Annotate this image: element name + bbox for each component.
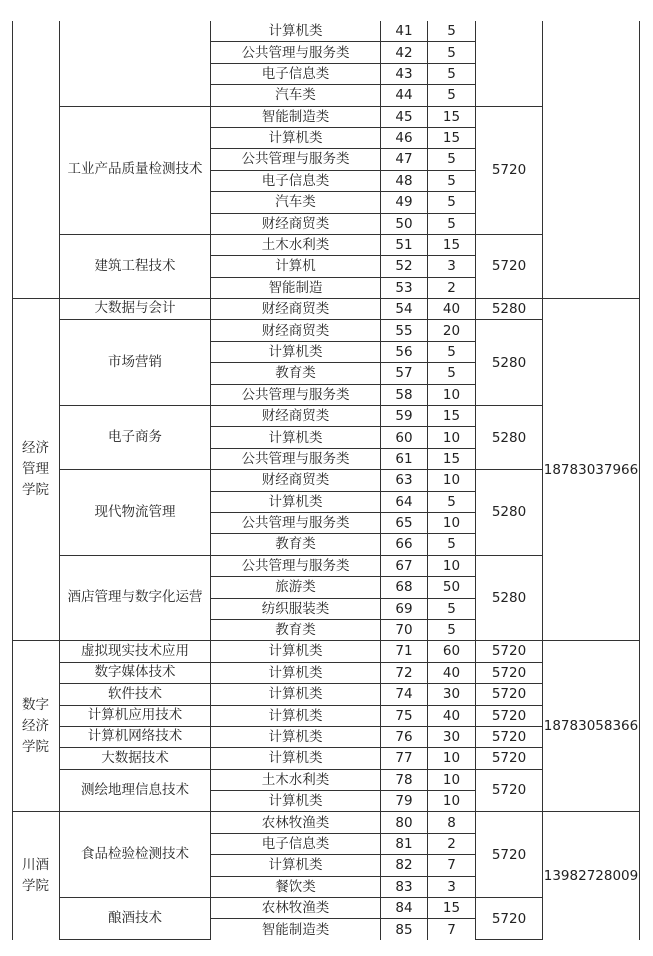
category-cell: 公共管理与服务类 [211,149,381,170]
fee-cell: 5720 [476,769,543,812]
count-cell: 5 [428,619,476,640]
code-cell: 54 [381,299,428,320]
count-cell: 5 [428,598,476,619]
fee-cell: 5720 [476,705,543,726]
code-cell: 55 [381,320,428,341]
count-cell: 10 [428,748,476,769]
code-cell: 77 [381,748,428,769]
count-cell: 10 [428,555,476,576]
fee-cell: 5280 [476,555,543,641]
count-cell: 40 [428,705,476,726]
category-cell: 计算机类 [211,127,381,148]
category-cell: 土木水利类 [211,234,381,255]
fee-cell: 5720 [476,106,543,234]
fee-cell: 5720 [476,662,543,683]
college-name-cell: 数字经济学院 [13,641,60,812]
category-cell: 公共管理与服务类 [211,42,381,63]
code-cell: 69 [381,598,428,619]
category-cell: 电子信息类 [211,170,381,191]
code-cell: 68 [381,577,428,598]
count-cell: 3 [428,256,476,277]
category-cell: 智能制造类 [211,919,381,940]
category-cell: 智能制造类 [211,106,381,127]
category-cell: 公共管理与服务类 [211,512,381,533]
code-cell: 48 [381,170,428,191]
count-cell: 5 [428,192,476,213]
fee-cell [476,21,543,106]
fee-cell: 5720 [476,234,543,298]
count-cell: 5 [428,341,476,362]
count-cell: 20 [428,320,476,341]
code-cell: 65 [381,512,428,533]
code-cell: 43 [381,63,428,84]
count-cell: 5 [428,534,476,555]
category-cell: 计算机类 [211,684,381,705]
category-cell: 财经商贸类 [211,320,381,341]
count-cell: 5 [428,85,476,106]
count-cell: 40 [428,662,476,683]
code-cell: 71 [381,641,428,662]
count-cell: 2 [428,833,476,854]
fee-cell: 5280 [476,470,543,556]
fee-cell: 5720 [476,641,543,662]
code-cell: 63 [381,470,428,491]
count-cell: 2 [428,277,476,298]
count-cell: 15 [428,406,476,427]
category-cell: 公共管理与服务类 [211,448,381,469]
count-cell: 15 [428,106,476,127]
category-cell: 纺织服装类 [211,598,381,619]
code-cell: 60 [381,427,428,448]
code-cell: 64 [381,491,428,512]
count-cell: 10 [428,512,476,533]
code-cell: 59 [381,406,428,427]
fee-cell: 5280 [476,320,543,406]
fee-cell: 5720 [476,898,543,940]
fee-cell: 5720 [476,748,543,769]
count-cell: 15 [428,127,476,148]
table-row [13,641,640,662]
code-cell: 49 [381,192,428,213]
count-cell: 5 [428,42,476,63]
count-cell: 8 [428,812,476,833]
major-name-cell: 计算机网络技术 [60,726,211,747]
code-cell: 44 [381,85,428,106]
fee-cell: 5280 [476,299,543,320]
code-cell: 52 [381,256,428,277]
table-body [13,21,640,940]
count-cell: 10 [428,384,476,405]
code-cell: 67 [381,555,428,576]
code-cell: 53 [381,277,428,298]
major-name-cell: 测绘地理信息技术 [60,769,211,812]
category-cell: 教育类 [211,534,381,555]
college-name-cell [13,21,60,299]
code-cell: 80 [381,812,428,833]
category-cell: 农林牧渔类 [211,898,381,919]
category-cell: 土木水利类 [211,769,381,790]
code-cell: 45 [381,106,428,127]
count-cell: 10 [428,470,476,491]
count-cell: 10 [428,769,476,790]
count-cell: 3 [428,876,476,897]
code-cell: 61 [381,448,428,469]
phone-cell: 18783037966 [543,299,640,641]
major-name-cell: 虚拟现实技术应用 [60,641,211,662]
code-cell: 78 [381,769,428,790]
category-cell: 计算机类 [211,641,381,662]
major-name-cell: 大数据技术 [60,748,211,769]
fee-cell: 5720 [476,726,543,747]
category-cell: 电子信息类 [211,833,381,854]
code-cell: 84 [381,898,428,919]
category-cell: 计算机类 [211,748,381,769]
category-cell: 公共管理与服务类 [211,555,381,576]
major-name-cell: 建筑工程技术 [60,234,211,298]
major-name-cell: 市场营销 [60,320,211,406]
college-name-cell: 经济管理学院 [13,299,60,641]
category-cell: 餐饮类 [211,876,381,897]
major-name-cell: 大数据与会计 [60,299,211,320]
count-cell: 40 [428,299,476,320]
table-row [13,299,640,320]
count-cell: 5 [428,491,476,512]
major-name-cell [60,21,211,106]
count-cell: 30 [428,726,476,747]
category-cell: 公共管理与服务类 [211,384,381,405]
category-cell: 教育类 [211,619,381,640]
major-name-cell: 计算机应用技术 [60,705,211,726]
count-cell: 30 [428,684,476,705]
major-name-cell: 酒店管理与数字化运营 [60,555,211,641]
fee-cell: 5720 [476,684,543,705]
code-cell: 42 [381,42,428,63]
count-cell: 5 [428,21,476,42]
count-cell: 10 [428,427,476,448]
major-name-cell: 电子商务 [60,406,211,470]
category-cell: 计算机类 [211,855,381,876]
count-cell: 60 [428,641,476,662]
category-cell: 旅游类 [211,577,381,598]
code-cell: 75 [381,705,428,726]
count-cell: 15 [428,898,476,919]
code-cell: 82 [381,855,428,876]
count-cell: 10 [428,791,476,812]
code-cell: 72 [381,662,428,683]
category-cell: 财经商贸类 [211,406,381,427]
code-cell: 50 [381,213,428,234]
college-name-cell: 川酒学院 [13,812,60,940]
code-cell: 76 [381,726,428,747]
table-row [13,21,640,42]
code-cell: 74 [381,684,428,705]
major-name-cell: 酿酒技术 [60,898,211,940]
count-cell: 5 [428,149,476,170]
count-cell: 15 [428,234,476,255]
category-cell: 智能制造 [211,277,381,298]
major-name-cell: 软件技术 [60,684,211,705]
code-cell: 51 [381,234,428,255]
code-cell: 46 [381,127,428,148]
category-cell: 农林牧渔类 [211,812,381,833]
phone-cell: 13982728009 [543,812,640,940]
count-cell: 5 [428,63,476,84]
major-name-cell: 工业产品质量检测技术 [60,106,211,234]
code-cell: 85 [381,919,428,940]
code-cell: 70 [381,619,428,640]
category-cell: 计算机类 [211,726,381,747]
count-cell: 5 [428,170,476,191]
count-cell: 7 [428,855,476,876]
code-cell: 58 [381,384,428,405]
enrollment-table [12,21,640,940]
table-row [13,812,640,833]
category-cell: 财经商贸类 [211,470,381,491]
code-cell: 81 [381,833,428,854]
category-cell: 汽车类 [211,192,381,213]
category-cell: 计算机 [211,256,381,277]
code-cell: 41 [381,21,428,42]
category-cell: 财经商贸类 [211,299,381,320]
phone-cell [543,21,640,299]
category-cell: 计算机类 [211,427,381,448]
major-name-cell: 现代物流管理 [60,470,211,556]
category-cell: 计算机类 [211,341,381,362]
category-cell: 计算机类 [211,21,381,42]
category-cell: 计算机类 [211,662,381,683]
code-cell: 56 [381,341,428,362]
count-cell: 15 [428,448,476,469]
major-name-cell: 数字媒体技术 [60,662,211,683]
code-cell: 57 [381,363,428,384]
category-cell: 财经商贸类 [211,213,381,234]
category-cell: 计算机类 [211,791,381,812]
phone-cell: 18783058366 [543,641,640,812]
code-cell: 47 [381,149,428,170]
category-cell: 电子信息类 [211,63,381,84]
count-cell: 50 [428,577,476,598]
major-name-cell: 食品检验检测技术 [60,812,211,898]
category-cell: 计算机类 [211,491,381,512]
fee-cell: 5720 [476,812,543,898]
code-cell: 83 [381,876,428,897]
count-cell: 7 [428,919,476,940]
fee-cell: 5280 [476,406,543,470]
code-cell: 66 [381,534,428,555]
category-cell: 教育类 [211,363,381,384]
count-cell: 5 [428,363,476,384]
category-cell: 汽车类 [211,85,381,106]
count-cell: 5 [428,213,476,234]
code-cell: 79 [381,791,428,812]
category-cell: 计算机类 [211,705,381,726]
